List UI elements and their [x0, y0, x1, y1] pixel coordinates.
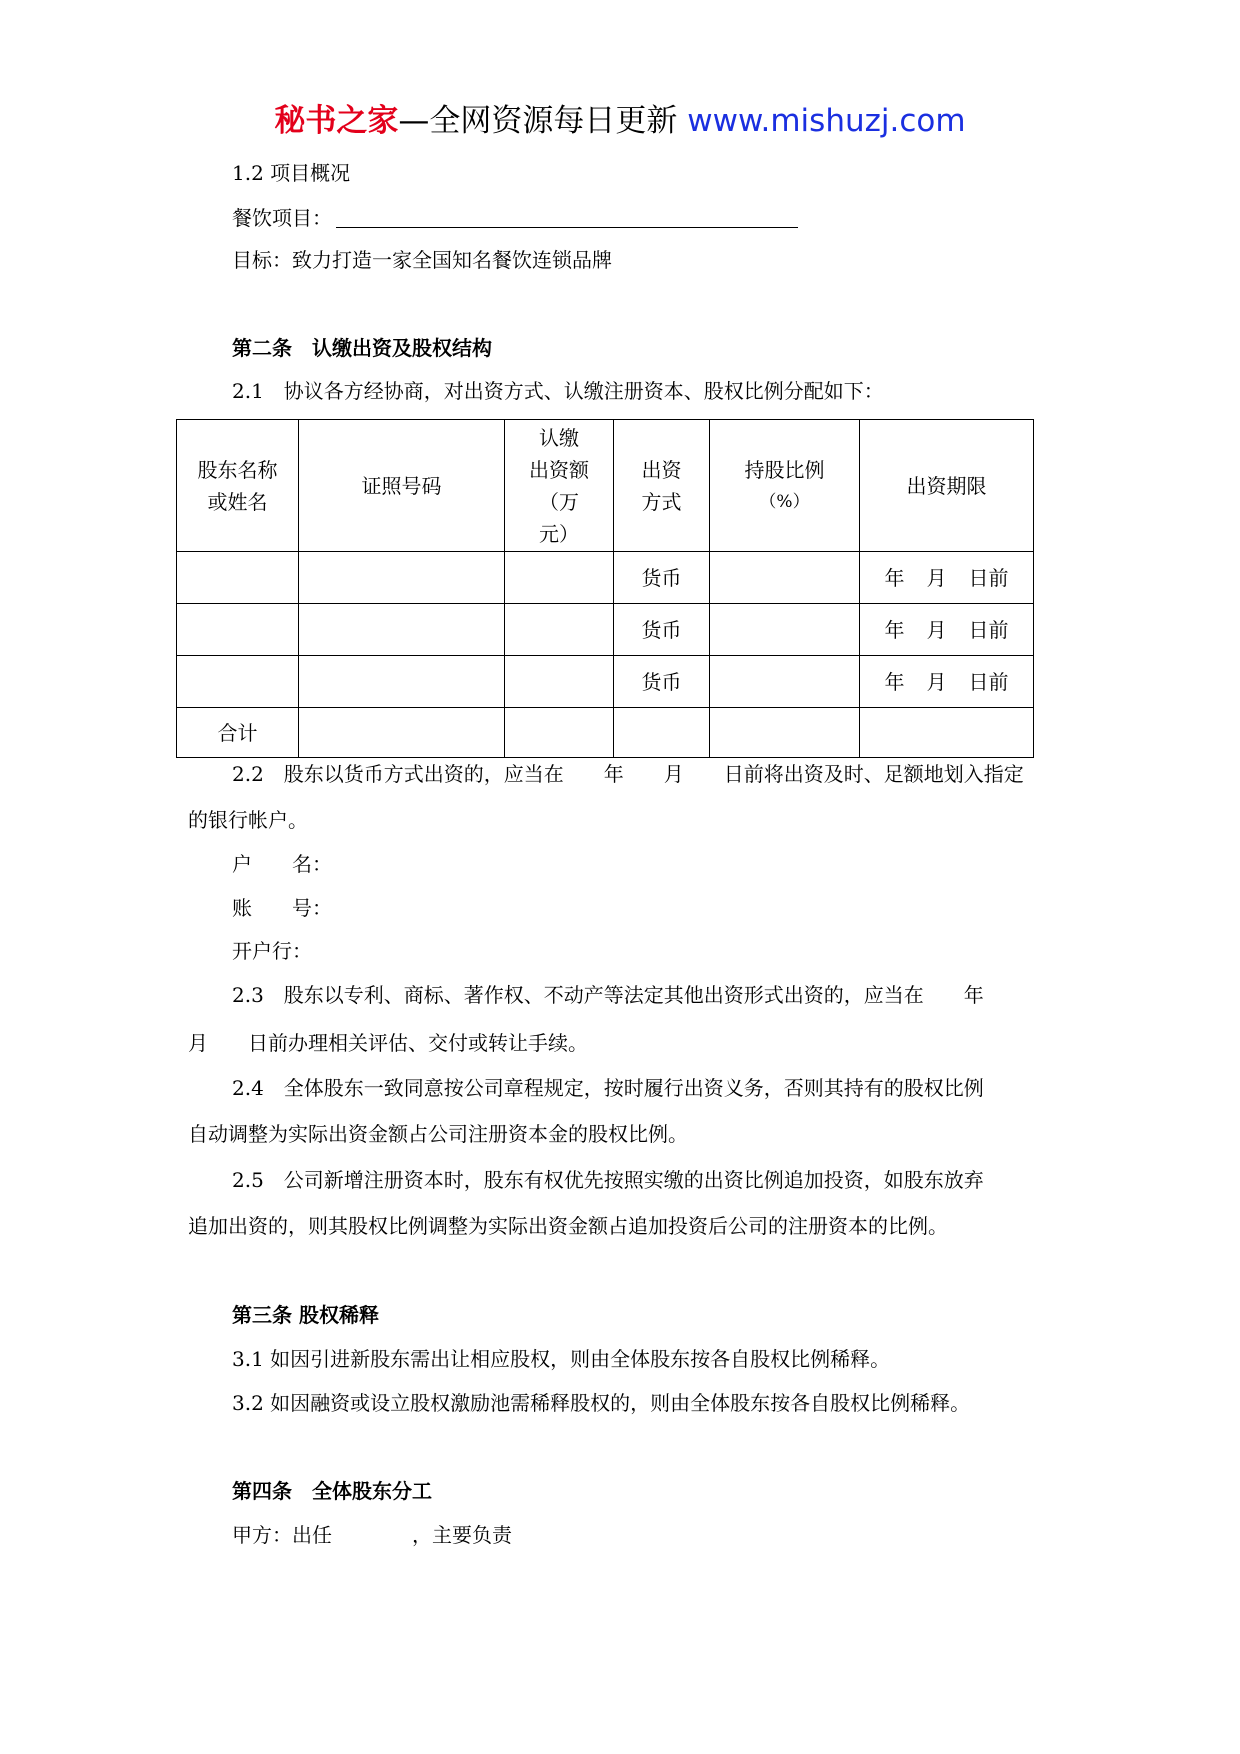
cell-id[interactable]	[299, 656, 505, 708]
header-amount-line1: 认缴	[539, 425, 579, 450]
cell-deadline	[860, 656, 1034, 708]
clause-2-5-line2: 追加出资的，则其股权比例调整为实际出资金额占追加投资后公司的注册资本的比例。	[188, 1214, 948, 1238]
cell-ratio[interactable]	[710, 604, 860, 656]
cell-total-deadline[interactable]	[860, 708, 1034, 758]
clause-2-4-line2: 自动调整为实际出资金额占公司注册资本金的股权比例。	[188, 1122, 688, 1146]
cell-total-amount[interactable]	[505, 708, 614, 758]
cell-deadline	[860, 552, 1034, 604]
header-shareholder-name	[177, 420, 299, 552]
overview-goal: 目标：致力打造一家全国知名餐饮连锁品牌	[232, 248, 612, 272]
clause-2-3-line2: 月 日前办理相关评估、交付或转让手续。	[188, 1031, 588, 1055]
deadline-month: 月	[926, 669, 947, 694]
clause-2-5-line1: 2.5 公司新增注册资本时，股东有权优先按照实缴的出资比例追加投资，如股东放弃	[232, 1168, 984, 1192]
deadline-year: 年	[884, 617, 905, 642]
header-contribution-method	[614, 420, 710, 552]
header-id-number: 证照号码	[299, 420, 505, 552]
clause-3-1: 3.1 如因引进新股东需出让相应股权，则由全体股东按各自股权比例稀释。	[232, 1347, 891, 1371]
header-amount-line4: 元）	[539, 521, 579, 546]
cell-name[interactable]	[177, 604, 299, 656]
restaurant-item-line	[232, 207, 798, 228]
restaurant-item-blank	[336, 207, 798, 228]
cell-name[interactable]	[177, 552, 299, 604]
cell-total-id[interactable]	[299, 708, 505, 758]
header-ratio-line2: （%）	[759, 491, 810, 512]
header-deadline: 出资期限	[860, 420, 1034, 552]
banner-brand: 秘书之家	[274, 103, 399, 139]
account-name-label: 户 名：	[232, 852, 332, 876]
header-subscribed-amount	[505, 420, 614, 552]
article2-title: 第二条 认缴出资及股权结构	[232, 336, 492, 360]
header-method-line2: 方式	[641, 489, 682, 514]
clause-2-2-line2: 的银行帐户。	[188, 808, 308, 832]
deadline-day: 日前	[968, 669, 1009, 694]
equity-table	[176, 419, 1034, 758]
banner-slogan: —全网资源每日更新	[398, 103, 678, 139]
article4-title: 第四条 全体股东分工	[232, 1479, 432, 1503]
cell-total-ratio[interactable]	[710, 708, 860, 758]
table-row	[177, 656, 1034, 708]
cell-amount[interactable]	[505, 604, 614, 656]
site-banner	[0, 103, 1240, 139]
cell-method: 货币	[614, 656, 710, 708]
cell-total-label: 合计	[177, 708, 299, 758]
party-a-duty: 甲方：出任 ，主要负责	[232, 1523, 512, 1547]
deadline-day: 日前	[968, 565, 1009, 590]
article3-title: 第三条 股权稀释	[232, 1303, 379, 1327]
table-total-row	[177, 708, 1034, 758]
deadline-month: 月	[926, 617, 947, 642]
header-amount-line3: （万	[539, 489, 579, 514]
cell-total-method[interactable]	[614, 708, 710, 758]
cell-id[interactable]	[299, 552, 505, 604]
clause-2-2-line1: 2.2 股东以货币方式出资的，应当在 年 月 日前将出资及时、足额地划入指定	[232, 762, 1024, 786]
cell-ratio[interactable]	[710, 656, 860, 708]
deadline-month: 月	[926, 565, 947, 590]
header-ratio-line1: 持股比例	[744, 457, 825, 482]
cell-amount[interactable]	[505, 656, 614, 708]
overview-heading: 1.2 项目概况	[232, 161, 351, 185]
table-row	[177, 552, 1034, 604]
header-share-ratio	[710, 420, 860, 552]
equity-table-header	[177, 420, 1034, 552]
header-shareholder-name-line2: 或姓名	[207, 489, 268, 514]
header-shareholder-name-line1: 股东名称	[197, 457, 278, 482]
cell-method: 货币	[614, 552, 710, 604]
table-row	[177, 604, 1034, 656]
clause-3-2: 3.2 如因融资或设立股权激励池需稀释股权的，则由全体股东按各自股权比例稀释。	[232, 1391, 971, 1415]
deadline-year: 年	[884, 565, 905, 590]
clause-2-4-line1: 2.4 全体股东一致同意按公司章程规定，按时履行出资义务，否则其持有的股权比例	[232, 1076, 984, 1100]
cell-name[interactable]	[177, 656, 299, 708]
header-method-line1: 出资	[641, 457, 682, 482]
banner-url[interactable]: www.mishuzj.com	[687, 103, 966, 139]
restaurant-item-label: 餐饮项目：	[232, 206, 332, 230]
header-amount-line2: 出资额	[529, 457, 589, 482]
cell-ratio[interactable]	[710, 552, 860, 604]
cell-amount[interactable]	[505, 552, 614, 604]
account-number-label: 账 号：	[232, 896, 332, 920]
cell-id[interactable]	[299, 604, 505, 656]
cell-deadline	[860, 604, 1034, 656]
deadline-year: 年	[884, 669, 905, 694]
deadline-day: 日前	[968, 617, 1009, 642]
clause-2-3-line1: 2.3 股东以专利、商标、著作权、不动产等法定其他出资形式出资的，应当在 年	[232, 983, 984, 1007]
opening-bank-label: 开户行：	[232, 939, 312, 963]
cell-method: 货币	[614, 604, 710, 656]
article2-intro: 2.1 协议各方经协商，对出资方式、认缴注册资本、股权比例分配如下：	[232, 379, 884, 403]
